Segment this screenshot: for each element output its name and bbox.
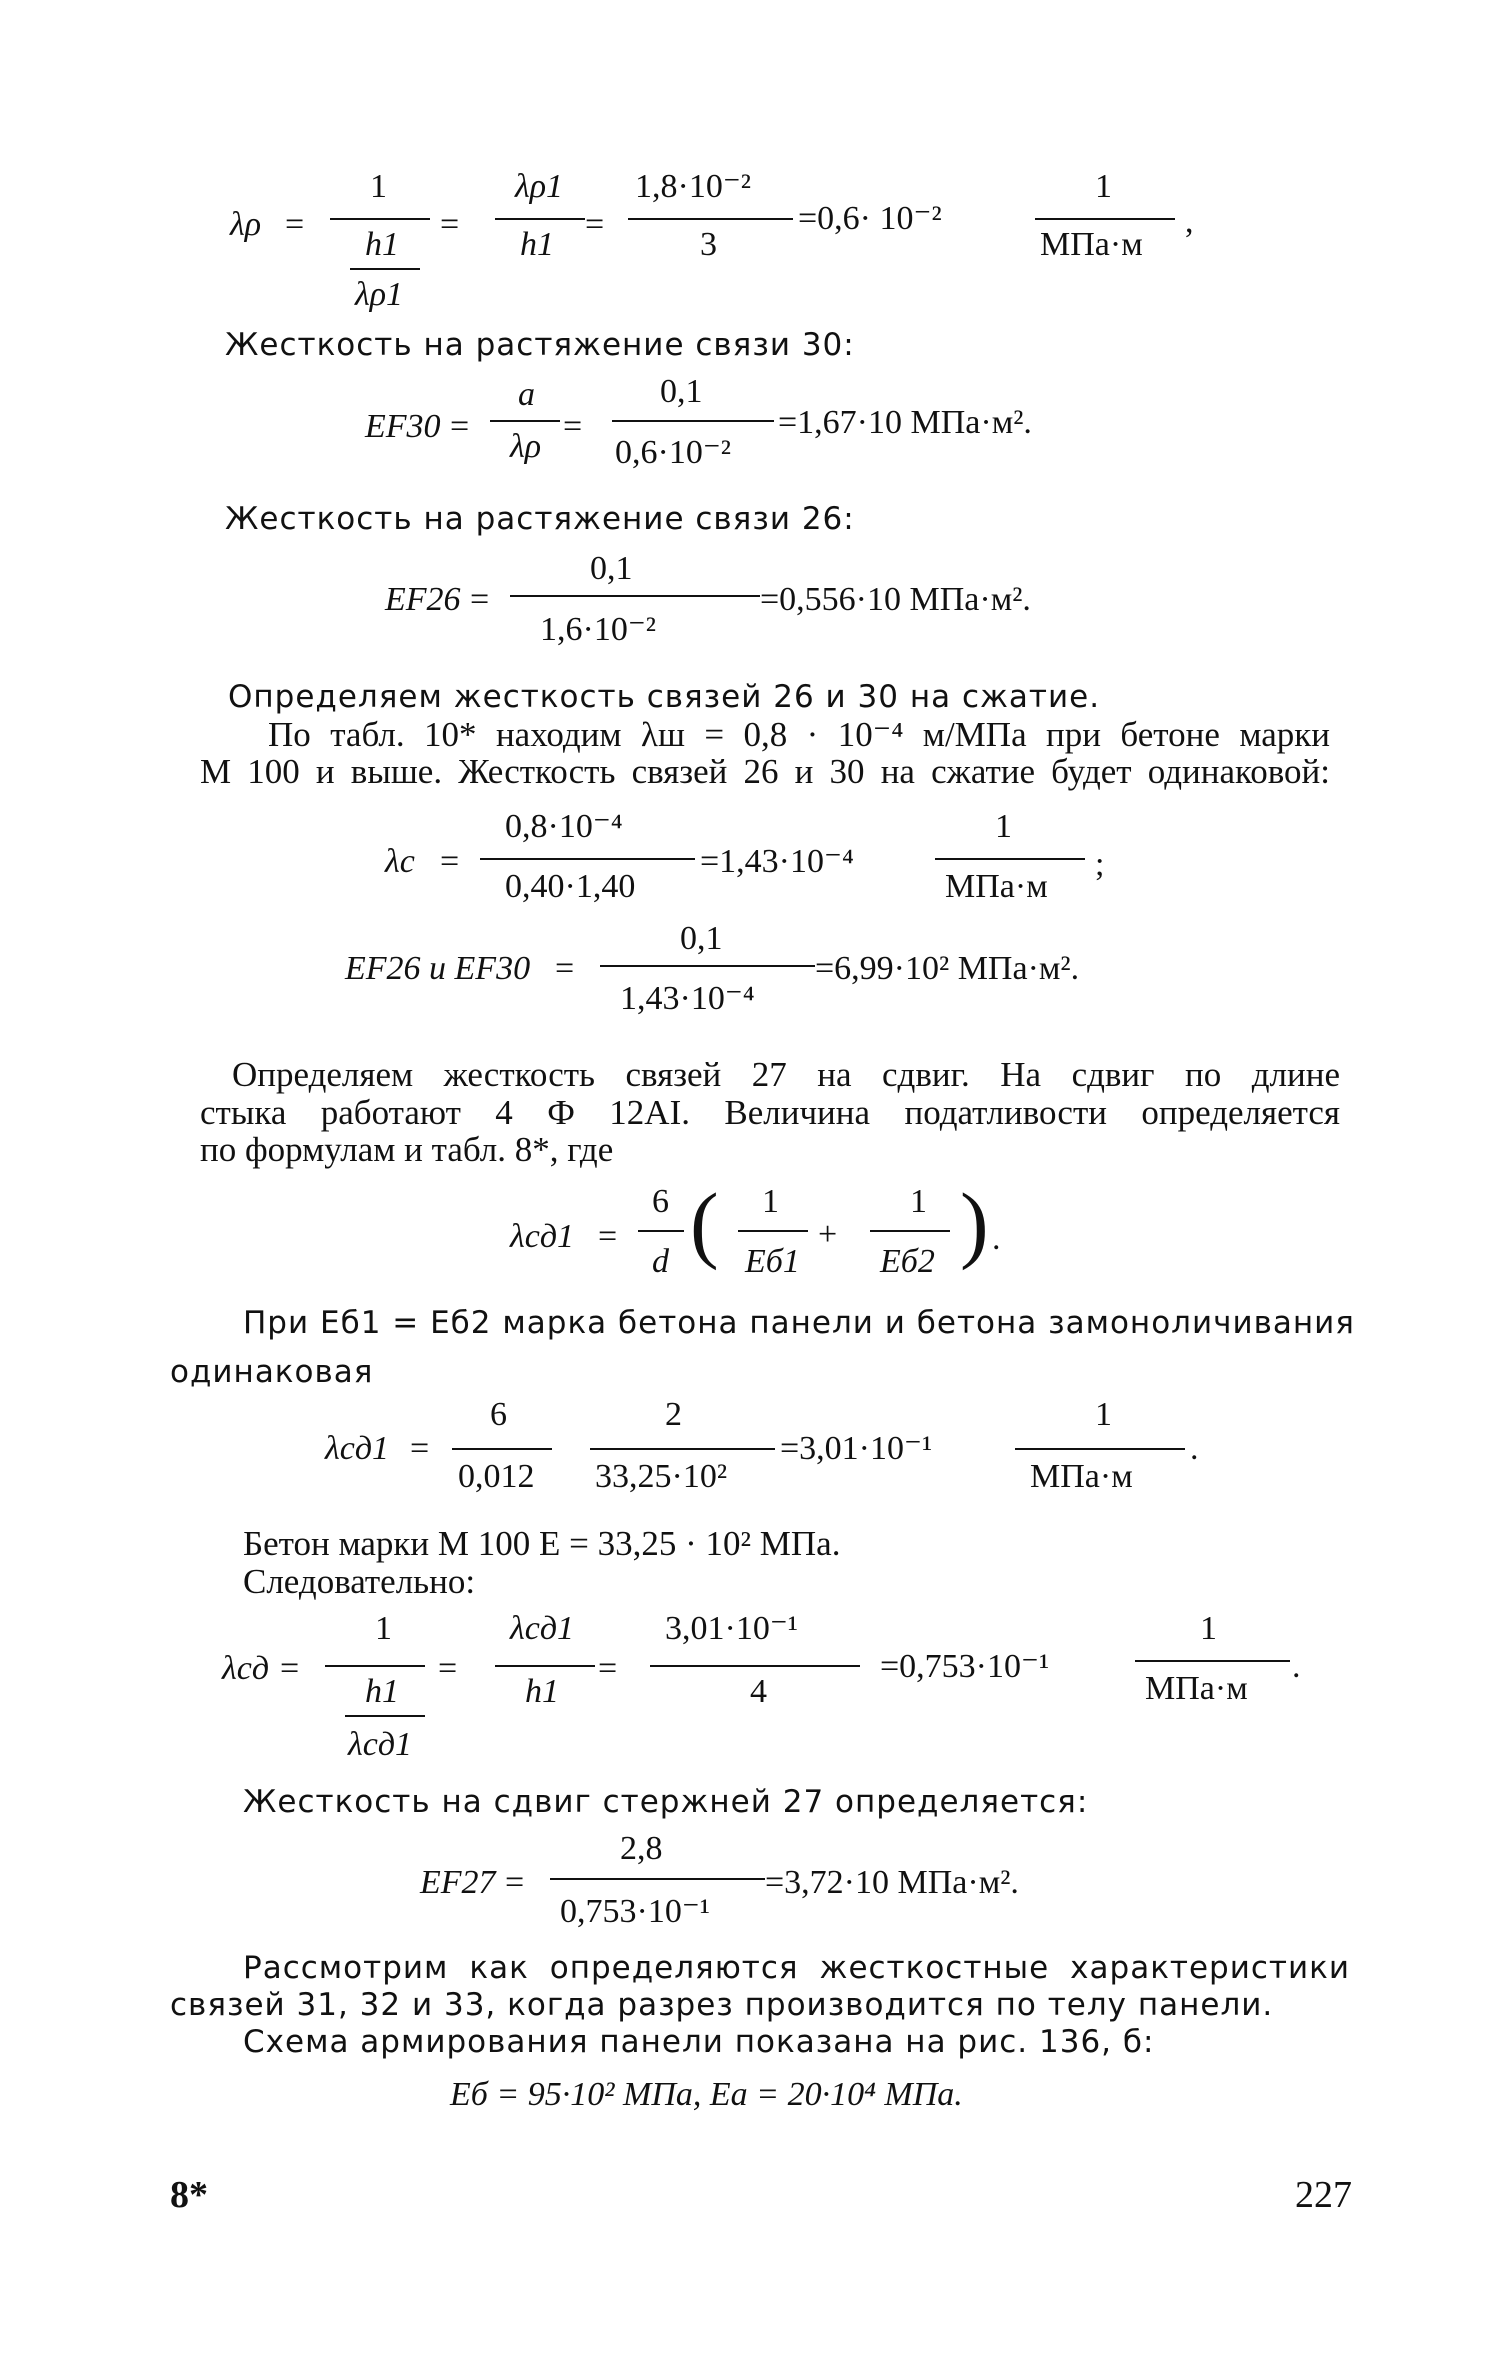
unit-numerator: 1 [1200,1610,1217,1647]
fraction-numerator: 0,1 [590,550,633,587]
page-number: 227 [1295,2174,1352,2216]
unit-denominator: МПа·м [1030,1458,1133,1495]
formula-result: =3,01·10⁻¹ [780,1430,933,1467]
formula-result: =0,6· 10⁻² [798,200,942,237]
equals-sign: = [410,1430,430,1467]
fraction-bar [452,1448,552,1450]
punctuation: . [1292,1648,1301,1685]
fraction-numerator: 1 [370,168,387,205]
equals-sign: = [470,581,490,618]
fraction-bar [1015,1448,1185,1450]
equals-sign: = [555,950,575,987]
punctuation: . [1190,1430,1199,1467]
unit-numerator: 1 [1095,168,1112,205]
equals-sign: = [280,1650,300,1687]
right-parenthesis: ) [960,1175,989,1271]
fraction-bar [870,1230,950,1232]
paragraph-text: Следовательно: [243,1562,476,1601]
fraction-denominator: 0,753·10⁻¹ [560,1893,710,1930]
fraction-denominator: h1 [520,226,554,263]
formula-lhs: λсд1 [510,1218,575,1255]
fraction-denominator: h1 [525,1673,559,1710]
equals-sign: = [585,206,605,243]
fraction-numerator: 2 [665,1396,682,1433]
fraction-numerator: 6 [652,1183,669,1220]
fraction-bar [350,268,420,270]
fraction-bar [628,218,793,220]
fraction-bar [600,965,815,967]
fraction-bar [550,1878,765,1880]
formula-lhs: EF27 [420,1864,496,1901]
fraction-denominator: 1,43·10⁻⁴ [620,980,755,1017]
paragraph-text: По табл. 10* находим λш = 0,8 · 10⁻⁴ м/МПа при бетоне марки [268,715,1330,754]
fraction-bar [1035,218,1175,220]
fraction-numerator: 1 [375,1610,392,1647]
fraction-bar [510,595,760,597]
signature-mark: 8* [170,2174,208,2216]
fraction-numerator: 1 [762,1183,779,1220]
paragraph-text: одинаковая [170,1354,374,1390]
fraction-numerator: λсд1 [510,1610,575,1647]
fraction-numerator: a [518,376,535,413]
fraction-bar [480,858,695,860]
fraction-bar [495,1665,595,1667]
fraction-denominator: 0,012 [458,1458,535,1495]
formula-lhs: λρ [230,206,262,243]
paragraph-text: Жесткость на растяжение связи 30: [225,327,855,363]
fraction-bar [612,420,774,422]
punctuation: , [1185,203,1194,240]
paragraph-text: по формулам и табл. 8*, где [200,1130,614,1169]
paragraph-text: Рассмотрим как определяются жесткостные характеристики [243,1950,1350,1986]
equals-sign: = [285,206,305,243]
fraction-bar [495,218,585,220]
fraction-numerator: 3,01·10⁻¹ [665,1610,798,1647]
formula-lhs: λсд1 [325,1430,390,1467]
formula-moduli: Eб = 95·10² МПа, Eа = 20·10⁴ МПа. [450,2076,963,2113]
unit-numerator: 1 [1095,1396,1112,1433]
formula-lhs: λc [385,843,415,880]
fraction-denominator: λρ1 [355,276,404,313]
formula-result: =1,67·10 МПа·м². [778,404,1032,441]
fraction-numerator: 0,1 [680,920,723,957]
fraction-bar [590,1448,775,1450]
fraction-bar [345,1715,425,1717]
unit-numerator: 1 [995,808,1012,845]
fraction-denominator: Eб2 [880,1243,935,1280]
formula-lhs: EF30 [365,408,441,445]
fraction-denominator: λρ [510,428,542,465]
equals-sign: = [450,408,470,445]
fraction-denominator: h1 [365,226,399,263]
paragraph-text: Жесткость на растяжение связи 26: [225,501,855,537]
fraction-denominator: 0,40·1,40 [505,868,636,905]
fraction-numerator: 0,8·10⁻⁴ [505,808,623,845]
paragraph-text: Жесткость на сдвиг стержней 27 определяется: [243,1784,1089,1820]
fraction-numerator: λρ1 [515,168,564,205]
formula-result: =1,43·10⁻⁴ [700,843,854,880]
fraction-numerator: 1 [910,1183,927,1220]
fraction-denominator: 0,6·10⁻² [615,434,731,471]
fraction-bar [738,1230,808,1232]
formula-result: =6,99·10² МПа·м². [815,950,1080,987]
equals-sign: = [598,1218,618,1255]
paragraph-text: Определяем жесткость связей 27 на сдвиг. На сдвиг по длине [232,1055,1340,1094]
fraction-bar [650,1665,860,1667]
fraction-denominator: 33,25·10² [595,1458,728,1495]
paragraph-text: Определяем жесткость связей 26 и 30 на сжатие. [228,679,1101,715]
fraction-bar [330,218,430,220]
fraction-numerator: 0,1 [660,373,703,410]
formula-lhs: EF26 [385,581,461,618]
paragraph-text: М 100 и выше. Жесткость связей 26 и 30 на сжатие будет одинаковой: [200,752,1330,791]
formula-result: =0,753·10⁻¹ [880,1648,1050,1685]
fraction-bar [325,1665,425,1667]
equals-sign: = [505,1864,525,1901]
fraction-denominator: 3 [700,226,717,263]
paragraph-text: стыка работают 4 Ф 12AI. Величина податливости определяется [200,1093,1340,1132]
paragraph-text: Схема армирования панели показана на рис. 136, б: [243,2024,1155,2060]
equals-sign: = [598,1650,618,1687]
fraction-numerator: 2,8 [620,1830,663,1867]
unit-denominator: МПа·м [1040,226,1143,263]
formula-lhs: EF26 и EF30 [345,950,531,987]
fraction-bar [490,420,560,422]
formula-result: =0,556·10 МПа·м². [760,581,1031,618]
fraction-denominator: λсд1 [348,1726,413,1763]
equals-sign: = [440,206,460,243]
left-parenthesis: ( [690,1175,719,1271]
fraction-bar [935,858,1085,860]
formula-result: =3,72·10 МПа·м². [765,1864,1019,1901]
fraction-denominator: d [652,1243,669,1280]
fraction-bar [638,1230,684,1232]
equals-sign: = [440,843,460,880]
fraction-denominator: Eб1 [745,1243,800,1280]
fraction-denominator: 1,6·10⁻² [540,611,656,648]
plus-sign: + [818,1216,838,1253]
paragraph-text: Бетон марки М 100 E = 33,25 · 10² МПа. [243,1524,841,1563]
fraction-denominator: 4 [750,1673,767,1710]
equals-sign: = [438,1650,458,1687]
paragraph-text: При Eб1 = Eб2 марка бетона панели и бетона замоноличивания [243,1305,1355,1341]
fraction-denominator: h1 [365,1673,399,1710]
punctuation: . [992,1220,1001,1257]
fraction-bar [1135,1660,1290,1662]
paragraph-text: связей 31, 32 и 33, когда разрез производится по телу панели. [170,1987,1274,2023]
unit-denominator: МПа·м [1145,1670,1248,1707]
punctuation: ; [1095,846,1105,883]
fraction-numerator: 1,8·10⁻² [635,168,751,205]
formula-lhs: λсд [222,1650,270,1687]
equals-sign: = [563,408,583,445]
unit-denominator: МПа·м [945,868,1048,905]
fraction-numerator: 6 [490,1396,507,1433]
